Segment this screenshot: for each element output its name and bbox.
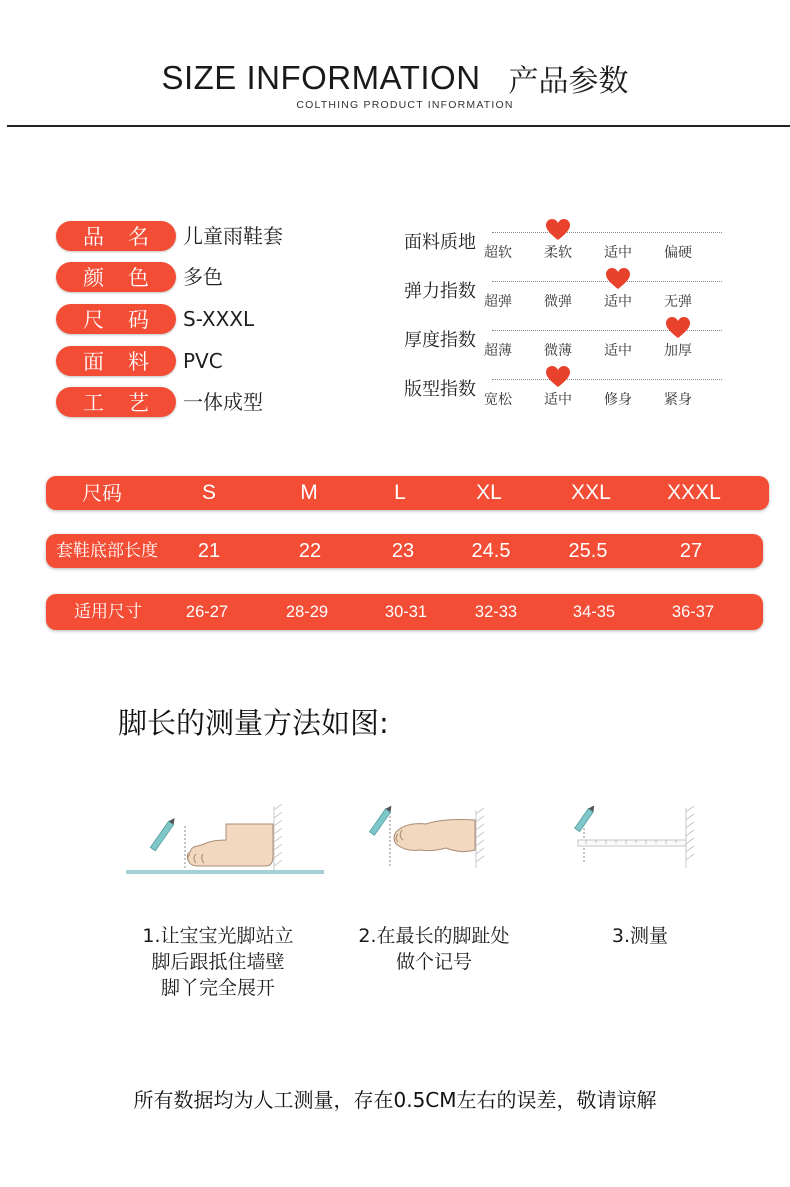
size-cell: 26-27 [185, 603, 229, 621]
info-value: PVC [183, 349, 223, 373]
size-cell: 34-35 [572, 603, 616, 621]
measure-step-2 [334, 923, 534, 975]
measure-step-3 [580, 923, 700, 949]
heart-icon [665, 316, 691, 340]
size-cell: 22 [298, 540, 322, 562]
size-cell: 28-29 [285, 603, 329, 621]
size-row [46, 534, 763, 568]
info-label: 尺码 [56, 304, 176, 334]
heart-icon [545, 218, 571, 242]
title-english: SIZE INFORMATION [161, 59, 481, 96]
size-row [46, 594, 763, 630]
rating-option: 超弹 [484, 294, 512, 310]
rating-option: 宽松 [484, 392, 512, 408]
info-label: 工艺 [56, 387, 176, 417]
size-cell: XXL [571, 481, 611, 504]
size-cell: S [201, 481, 217, 504]
page-subtitle: COLTHING PRODUCT INFORMATION [296, 99, 514, 111]
rating-option: 超软 [484, 245, 512, 261]
size-row-header: 套鞋底部长度 [56, 541, 158, 561]
rating-option: 修身 [604, 392, 632, 408]
info-value: S-XXXL [183, 307, 255, 331]
rating-scale-line [492, 232, 722, 233]
step-line: 做个记号 [395, 951, 472, 973]
size-cell: 27 [679, 540, 703, 562]
step-line: 2.在最长的脚趾处 [358, 925, 510, 947]
size-cell: 32-33 [474, 603, 518, 621]
size-cell: 25.5 [568, 540, 608, 562]
rating-row [404, 228, 724, 272]
size-cell: XL [476, 481, 502, 504]
rating-row [404, 375, 724, 419]
size-cell: 23 [391, 540, 415, 562]
info-label: 面料 [56, 346, 176, 376]
step-line: 1.让宝宝光脚站立 [142, 925, 294, 947]
info-value: 儿童雨鞋套 [183, 224, 283, 248]
size-cell: 30-31 [384, 603, 428, 621]
size-cell: 24.5 [471, 540, 511, 562]
measure-step-1 [118, 923, 318, 1001]
rating-option: 偏硬 [664, 245, 692, 261]
rating-option: 紧身 [664, 392, 692, 408]
info-value: 多色 [183, 265, 223, 289]
measurement-disclaimer: 所有数据均为人工测量，存在0.5CM左右的误差，敬请谅解 [133, 1088, 657, 1112]
rating-option: 适中 [604, 294, 632, 310]
rating-option: 微薄 [544, 343, 572, 359]
size-row-header: 尺码 [82, 481, 122, 505]
info-label: 品名 [56, 221, 176, 251]
size-cell: XXXL [667, 481, 721, 504]
heart-icon [605, 267, 631, 291]
heart-icon [545, 365, 571, 389]
rating-label: 厚度指数 [404, 330, 476, 351]
rating-option: 加厚 [664, 343, 692, 359]
rating-option: 柔软 [544, 245, 572, 261]
title-chinese: 产品参数 [508, 64, 629, 99]
rating-option: 微弹 [544, 294, 572, 310]
size-row [46, 476, 769, 510]
foot-mark-illustration [366, 806, 496, 872]
step-line: 脚后跟抵住墙壁 [151, 951, 285, 973]
size-cell: M [300, 481, 318, 504]
size-cell: 21 [197, 540, 221, 562]
step-line: 3.测量 [611, 925, 669, 947]
rating-option: 适中 [544, 392, 572, 408]
rating-scale-line [492, 379, 722, 380]
ruler-measure-illustration [568, 806, 698, 872]
rating-option: 适中 [604, 245, 632, 261]
size-row-header: 适用尺寸 [74, 602, 142, 622]
size-cell: L [394, 481, 406, 504]
step-line: 脚丫完全展开 [160, 977, 275, 999]
info-value: 一体成型 [183, 390, 263, 414]
page-title [0, 56, 790, 100]
rating-label: 面料质地 [404, 232, 476, 253]
rating-option: 适中 [604, 343, 632, 359]
rating-row [404, 277, 724, 321]
rating-row [404, 326, 724, 370]
foot-standing-illustration [126, 800, 326, 880]
rating-option: 超薄 [484, 343, 512, 359]
measure-title: 脚长的测量方法如图: [118, 706, 389, 740]
rating-option: 无弹 [664, 294, 692, 310]
info-label: 颜色 [56, 262, 176, 292]
size-cell: 36-37 [671, 603, 715, 621]
rating-label: 版型指数 [404, 379, 476, 400]
header-divider [7, 125, 790, 127]
rating-label: 弹力指数 [404, 281, 476, 302]
